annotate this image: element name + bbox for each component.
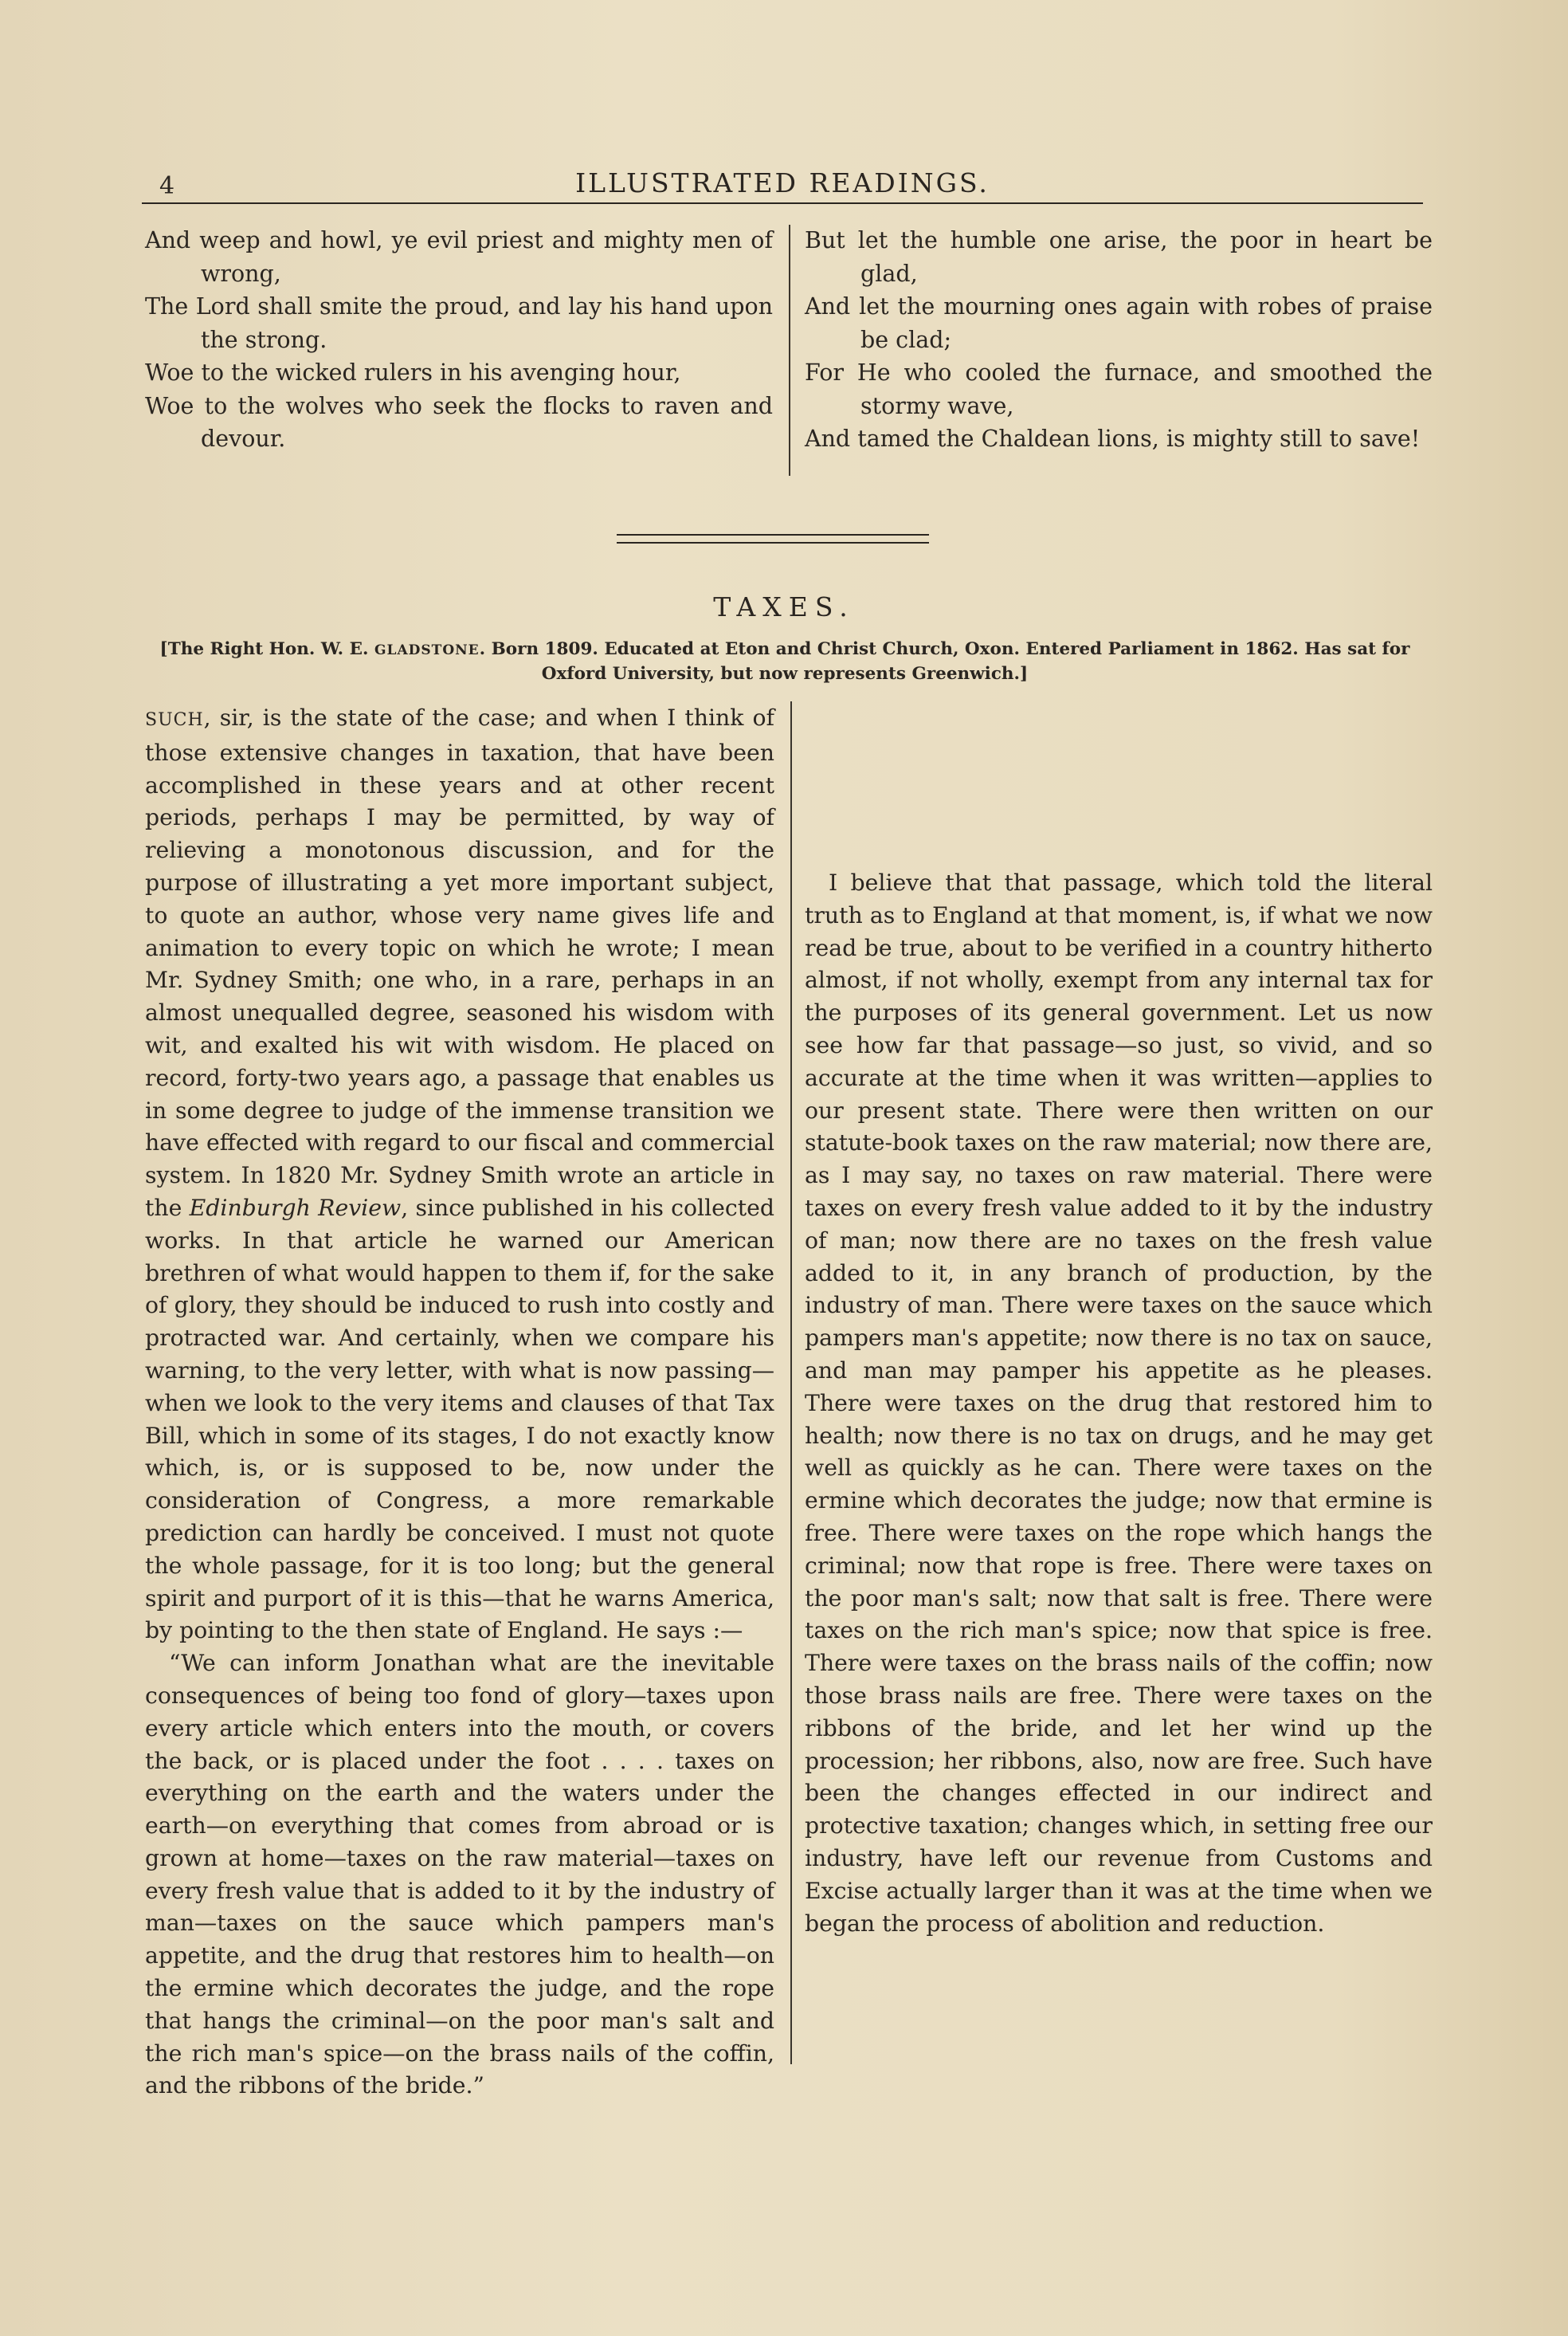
page-header [142, 167, 1423, 199]
body-left-column [145, 702, 774, 2102]
header-rule [142, 202, 1423, 204]
poem-line: And let the mourning ones again with robes of praise be clad; [805, 293, 1433, 353]
section-divider-rule [617, 534, 929, 536]
running-title: ILLUSTRATED READINGS. [575, 167, 990, 198]
paragraph: I believe that that passage, which told the literal truth as to England at that moment, is, if what we now read be true, about to be verified in a country hitherto almost, if not wholly, exempt from any internal tax for the purposes of its general government. Let us now see how far that passage—so just, so vivid, and so accurate at the time when it was written—applies to our present state. There were then written on our statute-book taxes on the raw material; now there are, as I may say, no taxes on raw material. There were taxes on every fresh value added to it by the industry of man; now there are no taxes on the fresh value added to it, in any branch of production, by the industry of man. There were taxes on the sauce which pampers man's appetite; now there is no tax on sauce, and man may pamper his appetite as he pleases. There were taxes on the drug that restored him to health; now there is no tax on drugs, and he may get well as quickly as he can. There were taxes on the ermine which decorates the judge; now that ermine is free. There were taxes on the rope which hangs the criminal; now that rope is free. There were taxes on the poor man's salt; now that salt is free. There were taxes on the rich man's spice; now that spice is free. There were taxes on the brass nails of the coffin; now those brass nails are free. There were taxes on the ribbons of the bride, and let her wind up the procession; her ribbons, also, now are free. Such have been the changes effected in our indirect and protective taxation; changes which, in setting free our industry, have left our revenue from Customs and Excise actually larger than it was at the time when we began the process of abolition and reduction. [805, 870, 1433, 1937]
quotation-paragraph: “We can inform Jonathan what are the inevitable consequences of being too fond of glory—taxes upon every article which enters into the mouth, or covers the back, or is placed under the foot . . . . taxes on everything on the earth and the waters under the earth—on everything that comes from abroad or is grown at home—taxes on the raw material—taxes on every fresh value that is added to it by the industry of man—taxes on the sauce which pampers man's appetite, and the drug that restores him to health—on the ermine which decorates the judge, and the rope that hangs the criminal—on the poor man's salt and the rich man's spice—on the brass nails of the coffin, and the ribbons of the bride.” [145, 1650, 774, 2099]
poem-line: And tamed the Chaldean lions, is mighty still to save! [805, 426, 1421, 452]
poem-line: Woe to the wolves who seek the flocks to raven and devour. [145, 392, 773, 452]
section-divider-rule [617, 542, 929, 544]
author-note-text: . Born 1809. Educated at Eton and Christ Church, Oxon. Entered Parliament in 1862. Has sat for Oxford University, but now represents Greenwich.] [479, 639, 1410, 684]
body-right-column [805, 867, 1433, 1940]
poem-line: But let the humble one arise, the poor in heart be glad, [805, 227, 1433, 287]
poem-line: Woe to the wicked rulers in his avenging hour, [145, 359, 681, 386]
publication-title: Edinburgh Review [189, 1194, 402, 1221]
paragraph-text: , since published in his collected works. In that article he warned our American brethren of what would happen to them if, for the sake of glory, they should be induced to rush into costly and protracted war. And certainly, when we compare his warning, to the very letter, with what is now passing—when we look to the very items and clauses of that Tax Bill, which in some of its stages, I do not exactly know which, is, or is supposed to be, now under the consideration of Congress, a more remarkable prediction can hardly be conceived. I must not quote the whole passage, for it is too long; but the general spirit and purport of it is this—that he warns America, by pointing to the then state of England. He says :— [145, 1194, 774, 1644]
drop-word: SUCH [145, 710, 204, 730]
poem-left-column [145, 224, 773, 456]
poem-line: The Lord shall smite the proud, and lay his hand upon the strong. [145, 293, 773, 353]
author-note [147, 638, 1422, 686]
poem-right-column [805, 224, 1433, 456]
paragraph-text: , sir, is the state of the case; and when I think of those extensive changes in taxation, that have been accomplished in these years and at other recent periods, perhaps I may be permitted, by way of relieving a monotonous discussion, and for the purpose of illustrating a yet more important subject, to quote an author, whose very name gives life and animation to every topic on which he wrote; I mean Mr. Sydney Smith; one who, in a rare, perhaps in an almost unequalled degree, seasoned his wisdom with wit, and exalted his wit with wisdom. He placed on record, forty-two years ago, a passage that enables us in some degree to judge of the immense transition we have effected with regard to our fiscal and commercial system. In 1820 Mr. Sydney Smith wrote an article in the [145, 705, 774, 1221]
poem-line: For He who cooled the furnace, and smoothed the stormy wave, [805, 359, 1433, 419]
paragraph [145, 702, 774, 1647]
author-note-text: [The Right Hon. W. E. [159, 639, 374, 659]
section-title: TAXES. [713, 591, 855, 622]
poem-column-divider [789, 225, 790, 476]
page-number: 4 [159, 172, 175, 200]
body-column-divider [790, 701, 792, 2064]
author-name: GLADSTONE [374, 642, 480, 658]
poem-line: And weep and howl, ye evil priest and mighty men of wrong, [145, 227, 773, 287]
